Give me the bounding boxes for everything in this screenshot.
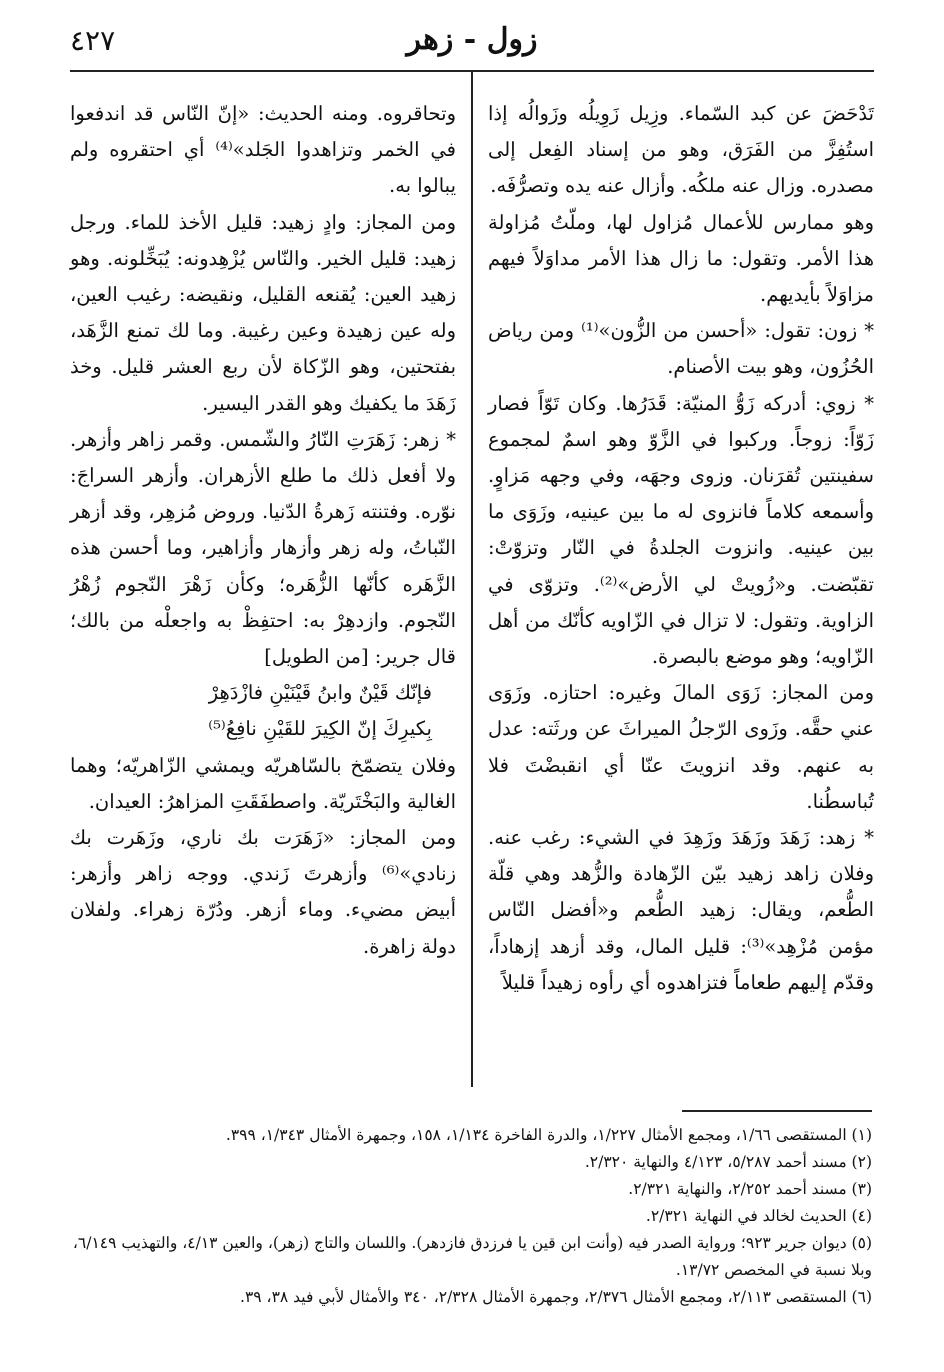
paragraph: ومن المجاز: زَوَى المالَ وغيره: احتازه. وزَوَى عني حقَّه. وزَوى الرّجلُ الميراثَ عن ورثَته: عدل به عنهم. وقد انزويتَ عنّا أي انقبضْتَ فلا تُباسطُنا. <box>488 681 874 813</box>
footnote: (١) المستقصى ١/٦٦، ومجمع الأمثال ١/٢٢٧، والدرة الفاخرة ١/١٣٤، ١٥٨، وجمهرة الأمثال ١/٣٤٣، ٣٩٩. <box>225 1126 872 1144</box>
paragraph: وتحاقروه. ومنه الحديث: «إنّ النّاس قد اندفعوا في الخمر وتزاهدوا الجَلد»⁽⁴⁾ أي احتقروه ولم يبالوا به. <box>70 102 456 198</box>
paragraph: وفلان يتضمّخ بالسّاهريّه ويمشي الزّاهريّه؛ وهما الغالية والبَخْتَريّة. واصطفَقَتِ المزاهرُ: العيدان. <box>70 753 456 813</box>
footnotes <box>72 1122 872 1311</box>
entry-zuhd: * زهد: زَهَدَ وزَهَدَ وزَهِدَ في الشيء: رغب عنه. وفلان زاهد زهيد بيّن الزّهادة والزُّهد وهي قلّة الطُّعم، ويقال: زهيد الطُّعم و«أفضل النّاس مؤمن مُزْهِد»⁽³⁾: قليل المال، وقد أزهد إزهاداً، وقدّم إليهم طعاماً فتزاهدوه أي رأوه زهيداً قليلاً <box>488 826 874 994</box>
footnote: (٤) الحديث لخالد في النهاية ٢/٣٢١. <box>645 1207 872 1225</box>
entry-zawn: * زون: تقول: «أحسن من الزُّون»⁽¹⁾ ومن رياض الحُزُون، وهو بيت الأصنام. <box>488 319 874 379</box>
running-head: زول - زهر <box>406 22 538 57</box>
entry-zahr: * زهر: زَهَرَتِ النّارُ والشّمس. وقمر زاهر وأزهر. ولا أفعل ذلك ما طلع الأزهران. وأزهر السراجَ: نوّره. وفتنته زَهرةُ الدّنيا. وروض مُزهِر، وقد أزهر النّباتُ، وله زهر وأزهار وأزاهير، وما أحسن هذه الزَّهَره كأنّها الزُّهَره؛ وكأن زَهْرَ النّجوم زُهْرُ النّجوم. وازدهِرْ به: احتفِظْ به واجعلْه من بالك؛ قال جرير: [من الطويل] <box>70 427 456 669</box>
paragraph: ومن المجاز: «زَهَرَت بك ناري، وزَهَرت بك زنادي»⁽⁶⁾ وأزهرتَ زَندي. ووجه زاهر وأزهر: أبيض مضيء. وماء أزهر. ودُرّة زهراء. ولفلان دولة زاهرة. <box>70 826 456 958</box>
entry-zawy: * زوي: أدركه زَوُّ المنيّة: قَدَرُها. وكان تَوّاً فصار زَوّاً: زوجاً. وركبوا في الزَّوّ وهو اسمٌ لمجموع سفينتين تُقرَنان. وزوى وجهَه، وفي وجهه مَزاوٍ. وأسمعه كلاماً فانزوى له ما بين عينيه، وزَوَى ما بين عينيه. وانزوت الجلدةُ في النّار وتزوّتْ: تقبّضت. و«زُويتْ لي الأرض»⁽²⁾. وتزوّى في الزاوية. وتقول: لا تزال في الزّاويه كأنّك من أهل الزّاويه؛ وهو موضع بالبصرة. <box>488 391 874 669</box>
right-column <box>488 96 874 1001</box>
paragraph: وهو ممارس للأعمال مُزاول لها، وملّتُ مُزاولة هذا الأمر. وتقول: ما زال هذا الأمر مداوَلاً فيهم مزاوَلاً بأيديهم. <box>488 210 874 307</box>
left-column <box>70 96 456 965</box>
verse-line: بِكيرِكَ إنّ الكِيرَ للقَيْنِ نافِعُ⁽⁵⁾ <box>208 717 432 741</box>
page-number: ٤٢٧ <box>70 24 116 57</box>
footnote: (٦) المستقصى ٢/١١٣، ومجمع الأمثال ٢/٣٧٦، وجمهرة الأمثال ٢/٣٢٨، ٣٤٠ والأمثال لأبي فيد ٣٨، ٣٩. <box>240 1288 872 1306</box>
paragraph: تَدْحَضَ عن كبد السّماء. وزِيل زَوِيلُه وزَوالُه إذا استُفِزَّ من الفَرَق، وهو من إسناد الفِعل إلى مصدره. وزال عنه ملكُه. وأزال عنه يده وتصرُّفَه. <box>488 102 874 198</box>
footnote: (٢) مسند أحمد ٥/٢٨٧، ٤/١٢٣ والنهاية ٢/٣٢٠. <box>584 1153 872 1171</box>
footnote: (٥) ديوان جرير ٩٢٣؛ ورواية الصدر فيه (وأنت ابن قين يا فرزدق فازدهر). واللسان والتاج (زهر)، والعين ٤/١٣، والتهذيب ٦/١٤٩، وبلا نسبة في المخصص ١٣/٧٢. <box>72 1234 872 1279</box>
column-divider <box>471 72 473 1087</box>
footnote: (٣) مسند أحمد ٢/٢٥٢، والنهاية ٢/٣٢١. <box>628 1180 872 1198</box>
footnote-rule <box>682 1110 872 1112</box>
paragraph: ومن المجاز: وادٍ زهيد: قليل الأخذ للماء. ورجل زهيد: قليل الخير. والنّاس يُزْهِدونه: يُبَخِّلونه. وهو زهيد العين: يُقنعه القليل، ونقيضه: رغيب العين، وله عين زهيدة وعين رغيبة. وما لك تمنع الزَّهَد، بفتحتين، وهو الزّكاة لأن ربع العشر قليل. وخذ زَهَدَ ما يكفيك وهو القدر اليسير. <box>70 210 456 415</box>
page-header <box>70 18 874 70</box>
verse-line: فإنّك قَيْنٌ وابنُ قَيْنَيْنِ فازْدَهِرْ <box>208 681 432 705</box>
